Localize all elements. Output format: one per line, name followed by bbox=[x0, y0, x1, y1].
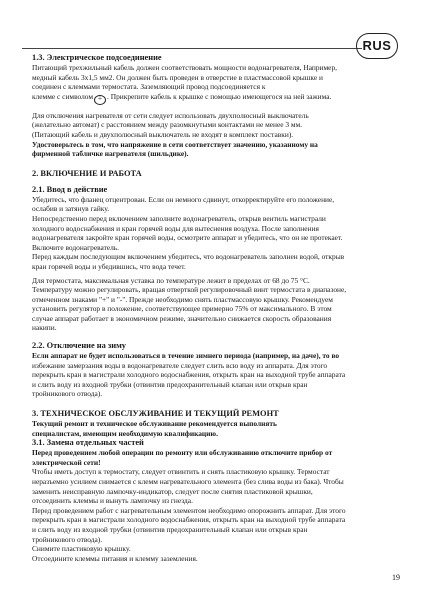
paragraph-line: Перед каждым последующим включением убедитесь, что водонагреватель заполнен водой, открыв bbox=[32, 252, 345, 262]
paragraph-line: накипи. bbox=[32, 323, 57, 333]
text-fragment: клемме с символом bbox=[32, 91, 94, 101]
paragraph-line: Включите водонагреватель. bbox=[32, 242, 119, 252]
paragraph-line: и слить воду из входной трубки (отвинтив предохранительный клапан или открыв кран bbox=[32, 379, 308, 389]
paragraph-line: Снимите пластиковую крышку. bbox=[32, 544, 131, 554]
paragraph-line-bold: электрической сети! bbox=[32, 457, 101, 467]
paragraph-line-bold: Перед проведением любой операции по ремонту или обслуживанию отключите прибор от bbox=[32, 448, 333, 458]
paragraph-line: Отсоедините клеммы питания и клемму заземления. bbox=[32, 553, 198, 563]
paragraph-line: Чтобы иметь доступ к термостату, следует отвинтить и снять пластиковую крышку. Термостат bbox=[32, 467, 330, 477]
language-badge: RUS bbox=[356, 33, 398, 59]
paragraph-line: ослабив и затянув гайку. bbox=[32, 204, 110, 214]
header-rule bbox=[22, 48, 362, 49]
paragraph-line: заменить неисправную лампочку-индикатор, следует после снятия пластиковой крышки, bbox=[32, 486, 313, 496]
paragraph-line: отсоединить клеммы и вынуть лампочку из гнезда. bbox=[32, 496, 193, 506]
paragraph-line: соединен с клеммами термостата. Заземляющий провод подсоединяется к bbox=[32, 82, 266, 92]
paragraph-line-bold: фирменной табличке нагревателя (шильдике). bbox=[32, 149, 189, 159]
paragraph-line: (Питающий кабель и двухполюсный выключатель не входят в комплект поставки). bbox=[32, 129, 294, 139]
paragraph-line: Непосредственно перед включением заполните водонагреватель, открыв вентиль магистрали bbox=[32, 213, 326, 223]
paragraph-line-bold: Удостоверьтесь в том, что напряжение в сети соответствует значению, указанному на bbox=[32, 139, 318, 149]
section-2-1-title: 2.1. Ввод в действие bbox=[32, 184, 108, 194]
paragraph-line: (желательно автомат) с расстоянием между разомкнутыми контактами не менее 3 мм. bbox=[32, 120, 303, 130]
ground-symbol-icon: ⏚ bbox=[94, 95, 106, 105]
paragraph-line: отмеченном знаками "+" и "-". Прежде необходимо снять пластмассовую крышку. Рекомендуем bbox=[32, 294, 333, 304]
paragraph-line-bold: специалистам, имеющим необходимую квалификацию. bbox=[32, 428, 218, 438]
section-1-3-title: 1.3. Электрическое подсоединение bbox=[32, 53, 162, 62]
paragraph-line: Питающий трехжильный кабель должен соответствовать мощности водонагревателя, Например, bbox=[32, 63, 337, 72]
paragraph-line: случае аппарат работает в экономичном режиме, значительно снижается скорость образования bbox=[32, 313, 332, 323]
paragraph-line: перекрыть кран в магистрали холодного водоснабжения, открыть кран на выходной трубе аппарата bbox=[32, 370, 346, 380]
page-number: 19 bbox=[392, 573, 400, 582]
page-content bbox=[32, 53, 392, 563]
paragraph-line: Для термостата, максимальная уставка по температуре лежит в пределах от 68 до 75 °С. bbox=[32, 275, 310, 285]
paragraph-line: холодного водоснабжения и кран горячей воды для вытеснения воздуха. После заполнения bbox=[32, 223, 319, 233]
paragraph-line: Перед проведением работ с нагревательным элементом необходимо опорожнить аппарат. Для этого bbox=[32, 505, 346, 515]
paragraph-line: тройникового отвода). bbox=[32, 534, 103, 544]
paragraph-line: неразъемно усилием снимается с клемм нагревательного элемента (без слива воды из бака). Чтобы bbox=[32, 477, 344, 486]
paragraph-line: и слить воду из входной трубки (отвинтив предохранительный клапан или открыв кран bbox=[32, 524, 308, 534]
paragraph-line-bold: Если аппарат не будет использоваться в течение зимнего периода (например, на даче), то во bbox=[32, 351, 340, 361]
paragraph-line: кран горячей воды и убедившись, что вода течет. bbox=[32, 261, 186, 271]
paragraph-line: избежание замерзания воды в водонагревателе следует слить всю воду из аппарата. Для этого bbox=[32, 360, 328, 370]
paragraph-line: Для отключения нагревателя от сети следует использовать двухполюсный выключатель bbox=[32, 110, 309, 120]
paragraph-line: Убедитесь, что фланец отцентрован. Если он немного сдвинут, откорректируйте его положение, bbox=[32, 194, 335, 204]
paragraph-line: перекрыть кран в магистрали холодного водоснабжения, открыть кран на выходной трубе аппарата bbox=[32, 515, 346, 525]
paragraph-line: Температуру можно регулировать, вращая отверткой регулировочный винт термостата в диапазоне, bbox=[32, 285, 347, 295]
section-2-2-title: 2.2. Отключение на зиму bbox=[32, 341, 126, 351]
paragraph-line: установить регулятор в положение, соответствующее примерно 75% от максимального. В этом bbox=[32, 304, 332, 314]
section-3-title: 3. ТЕХНИЧЕСКОЕ ОБСЛУЖИВАНИЕ И ТЕКУЩИЙ РЕМОНТ bbox=[32, 409, 279, 419]
section-2-title: 2. ВКЛЮЧЕНИЕ И РАБОТА bbox=[32, 168, 142, 178]
paragraph-line bbox=[32, 92, 392, 105]
text-fragment: . Прикрепите кабель к крышке с помощью имеющегося на ней зажима. bbox=[107, 91, 332, 101]
paragraph-line: тройникового отвода). bbox=[32, 389, 103, 399]
paragraph-line-bold: Текущий ремонт и техническое обслуживание рекомендуется выполнять bbox=[32, 419, 277, 429]
paragraph-line: медный кабель 3х1,5 мм2. Он должен быть проведен в отверстие в пластмассовой крышке и bbox=[32, 72, 323, 82]
section-3-1-title: 3.1. Замена отдельных частей bbox=[32, 438, 144, 448]
paragraph-line: водонагревателя закройте кран горячей воды, осмотрите аппарат и убедитесь, что он не протекает. bbox=[32, 233, 343, 243]
